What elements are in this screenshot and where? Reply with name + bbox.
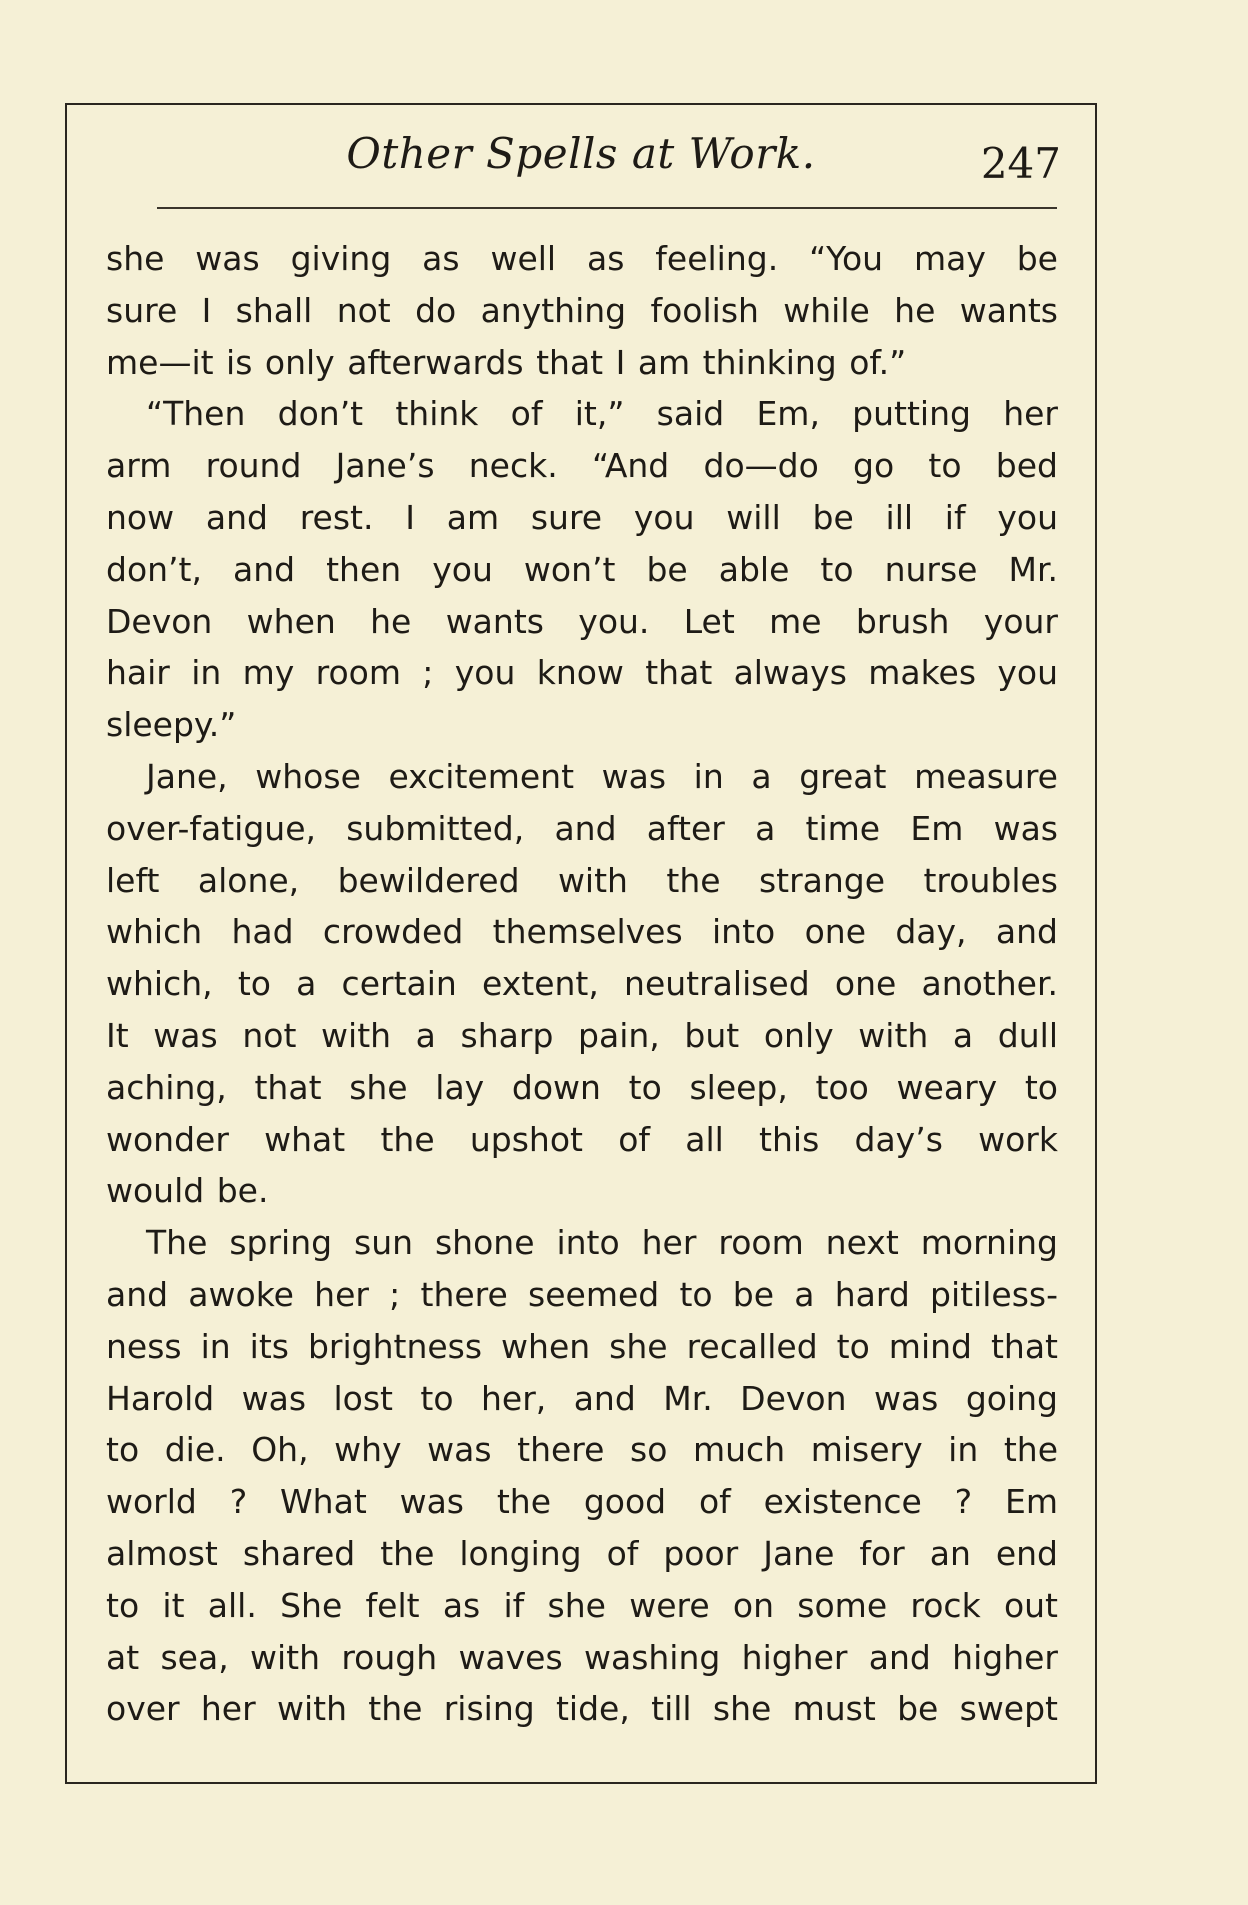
- text-line: now and rest. I am sure you will be ill if you: [106, 497, 1058, 537]
- text-line: to die. Oh, why was there so much misery in the: [106, 1430, 1058, 1470]
- text-line: don’t, and then you won’t be able to nurse Mr.: [106, 549, 1058, 589]
- header-rule: [157, 207, 1057, 209]
- text-line: over-fatigue, submitted, and after a time Em was: [106, 808, 1058, 848]
- text-line: almost shared the longing of poor Jane for an end: [106, 1533, 1058, 1573]
- page-number: 247: [980, 139, 1061, 188]
- text-line: me—it is only afterwards that I am thinking of.”: [106, 342, 907, 382]
- text-line: to it all. She felt as if she were on some rock out: [106, 1585, 1058, 1625]
- text-line: wonder what the upshot of all this day’s work: [106, 1119, 1058, 1159]
- running-head: [67, 129, 1095, 199]
- body-text: [106, 233, 1058, 1735]
- text-line: she was giving as well as feeling. “You may be: [106, 239, 1058, 278]
- text-line: Jane, whose excitement was in a great measure: [146, 756, 1058, 796]
- text-line: aching, that she lay down to sleep, too weary to: [106, 1067, 1058, 1107]
- text-line: hair in my room ; you know that always makes you: [106, 653, 1058, 693]
- text-line: “Then don’t think of it,” said Em, putting her: [146, 394, 1058, 434]
- text-line: sleepy.”: [106, 705, 237, 745]
- text-line: arm round Jane’s neck. “And do—do go to bed: [106, 446, 1058, 486]
- text-line: which had crowded themselves into one day, and: [106, 912, 1058, 952]
- text-line: left alone, bewildered with the strange troubles: [106, 860, 1058, 900]
- text-line: world ? What was the good of existence ? Em: [106, 1482, 1058, 1522]
- text-line: The spring sun shone into her room next morning: [146, 1223, 1058, 1263]
- text-line: over her with the rising tide, till she must be swept: [106, 1689, 1058, 1729]
- text-line: ness in its brightness when she recalled to mind that: [106, 1326, 1058, 1366]
- page-frame: [65, 103, 1097, 1784]
- text-line: Devon when he wants you. Let me brush your: [106, 601, 1058, 641]
- text-line: and awoke her ; there seemed to be a hard pitiless-: [106, 1274, 1058, 1314]
- text-line: It was not with a sharp pain, but only with a dull: [106, 1015, 1058, 1055]
- text-line: sure I shall not do anything foolish while he wants: [106, 290, 1058, 330]
- text-line: would be.: [106, 1171, 269, 1211]
- running-title: Other Spells at Work.: [346, 129, 816, 178]
- text-line: Harold was lost to her, and Mr. Devon was going: [106, 1378, 1058, 1418]
- text-line: which, to a certain extent, neutralised one another.: [106, 964, 1058, 1004]
- text-line: at sea, with rough waves washing higher and higher: [106, 1637, 1058, 1677]
